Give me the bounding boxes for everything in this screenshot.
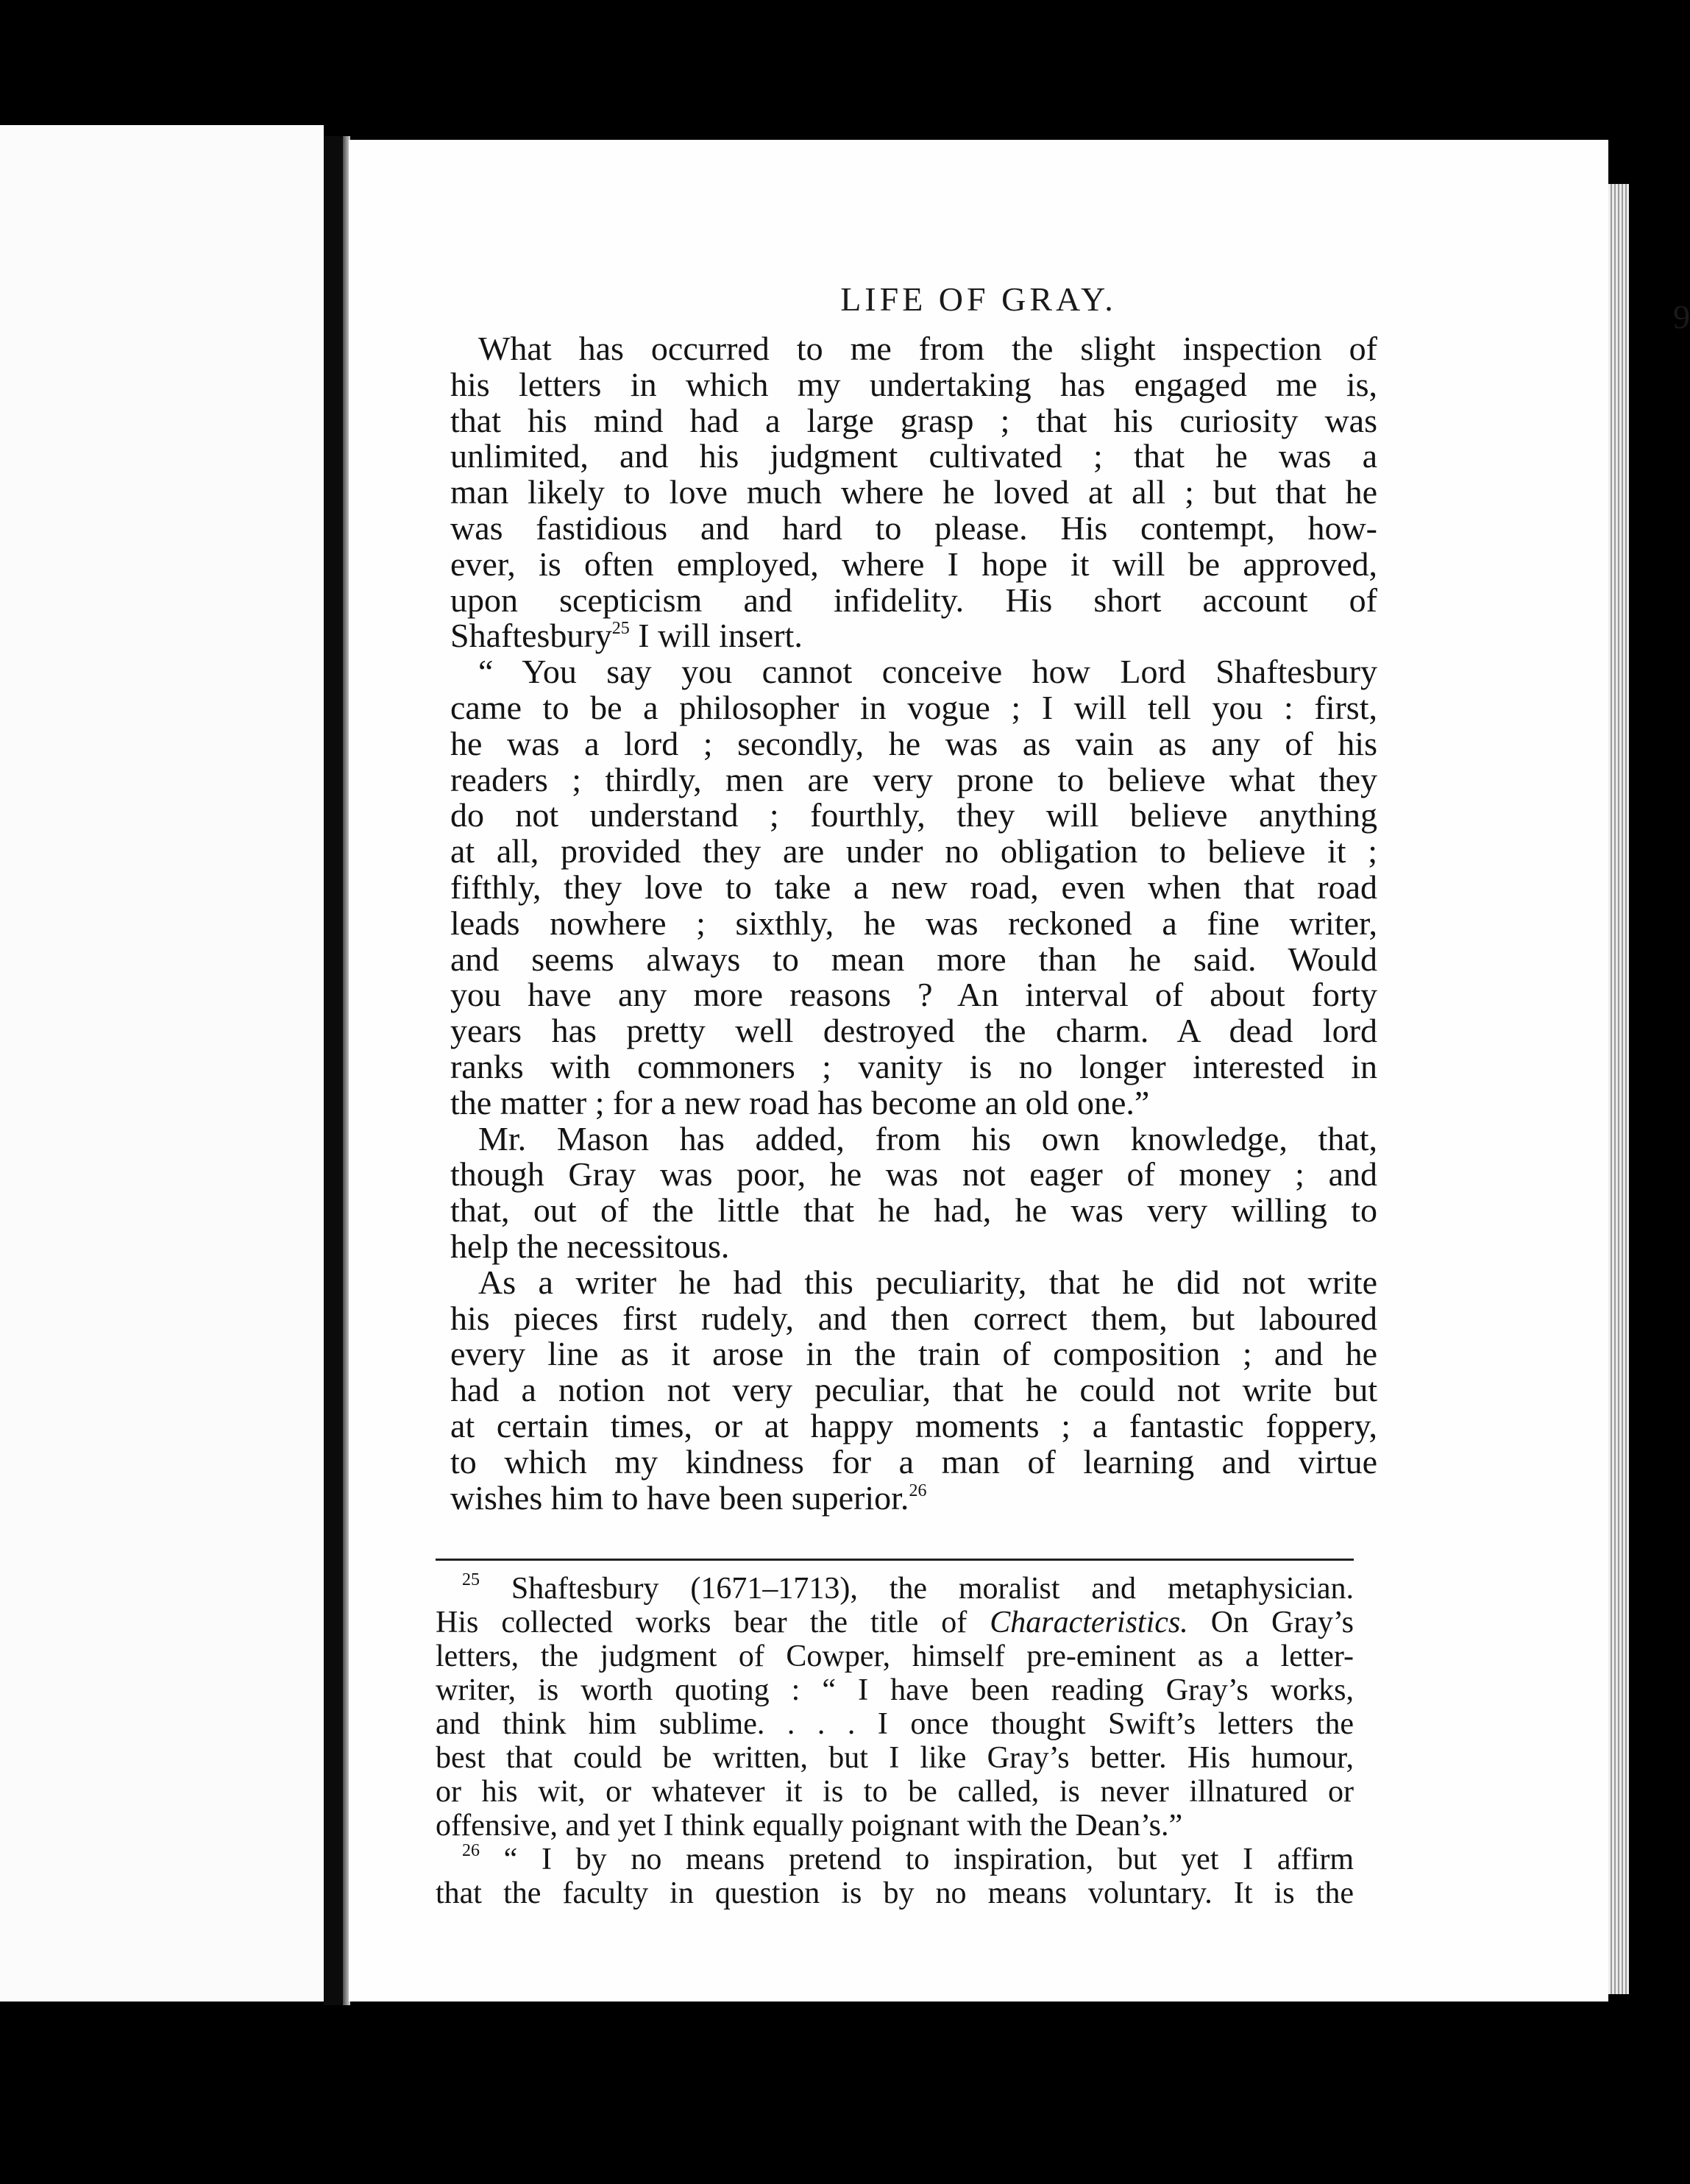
text-line: fifthly, they love to take a new road, even when that road — [450, 868, 1377, 906]
footnote-ref-25: 25 — [611, 619, 630, 639]
text-line: unlimited, and his judgment cultivated ; that he was a — [450, 437, 1377, 475]
text-line: Mr. Mason has added, from his own knowledge, that, — [478, 1119, 1377, 1157]
footnote-line — [436, 1843, 1354, 1876]
text-line: years has pretty well destroyed the charm. A dead lord — [450, 1012, 1377, 1050]
footnote-line: that the faculty in question is by no means voluntary. It is the — [436, 1876, 1354, 1910]
text-line: leads nowhere ; sixthly, he was reckoned a fine writer, — [450, 904, 1377, 942]
text-line: though Gray was poor, he was not eager of money ; and — [450, 1155, 1377, 1194]
text-fragment: wishes him to have been superior. — [450, 1478, 909, 1517]
footnote-line: best that could be written, but I like Gray’s better. His humour, — [436, 1741, 1354, 1775]
text-line: ever, is often employed, where I hope it will be approved, — [450, 545, 1377, 583]
footnote-marker: 25 — [462, 1570, 480, 1589]
page-number: 9 — [1673, 298, 1690, 336]
facing-page-left — [0, 125, 324, 2002]
text-fragment: Shaftesbury (1671–1713), the moralist and metaphysician. — [480, 1572, 1354, 1606]
text-line: What has occurred to me from the slight inspection of — [478, 330, 1377, 367]
footnote-26 — [436, 1843, 1354, 1910]
footnotes — [436, 1572, 1354, 1910]
footnote-line: writer, is worth quoting : “ I have been reading Gray’s works, — [436, 1673, 1354, 1707]
paragraph-2 — [450, 654, 1377, 1121]
footnote-line: and think him sublime. . . . I once thought Swift’s letters the — [436, 1707, 1354, 1741]
text-line: at certain times, or at happy moments ; a fantastic foppery, — [450, 1406, 1377, 1444]
footnote-line: letters, the judgment of Cowper, himself pre-eminent as a letter- — [436, 1639, 1354, 1673]
text-line: that his mind had a large grasp ; that his curiosity was — [450, 401, 1377, 439]
text-line: that, out of the little that he had, he was very willing to — [450, 1191, 1377, 1230]
text-line: to which my kindness for a man of learning and virtue — [450, 1442, 1377, 1481]
footnote-line: offensive, and yet I think equally poignant with the Dean’s.” — [436, 1809, 1183, 1843]
footnote-ref-26: 26 — [909, 1481, 927, 1500]
text-line: man likely to love much where he loved at all ; but that he — [450, 473, 1377, 511]
footnote-rule — [436, 1559, 1354, 1561]
page-edges — [1608, 184, 1629, 1994]
text-line: readers ; thirdly, men are very prone to believe what they — [450, 760, 1377, 798]
text-line — [450, 618, 1377, 654]
text-fragment: His collected works bear the title of — [436, 1606, 990, 1639]
paragraph-3 — [450, 1121, 1377, 1265]
text-line: “ You say you cannot conceive how Lord Shaftesbury — [478, 653, 1377, 691]
text-line: help the necessitous. — [450, 1227, 730, 1265]
text-line: upon scepticism and infidelity. His short account of — [450, 581, 1377, 619]
italic-title: Characteristics. — [990, 1606, 1188, 1639]
text-line: his letters in which my undertaking has engaged me is, — [450, 365, 1377, 403]
text-line: came to be a philosopher in vogue ; I will tell you : first, — [450, 688, 1377, 726]
footnote-line: or his wit, or whatever it is to be called, is never illnatured or — [436, 1775, 1354, 1809]
text-line — [450, 1478, 1377, 1517]
text-line: at all, provided they are under no obligation to believe it ; — [450, 832, 1377, 871]
footnote-line — [436, 1572, 1354, 1606]
footnote-line — [436, 1606, 1354, 1639]
book-gutter — [324, 136, 343, 2005]
text-fragment: “ I by no means pretend to inspiration, but yet I affirm — [480, 1843, 1354, 1876]
footnote-25 — [436, 1572, 1354, 1843]
text-line: you have any more reasons ? An interval of about forty — [450, 976, 1377, 1014]
body-text — [450, 331, 1377, 1516]
text-line: every line as it arose in the train of composition ; and he — [450, 1335, 1377, 1373]
text-line: the matter ; for a new road has become an old one.” — [450, 1083, 1150, 1121]
running-head: LIFE OF GRAY. — [840, 280, 1117, 318]
paragraph-1 — [450, 331, 1377, 654]
paragraph-4 — [450, 1265, 1377, 1517]
text-line: he was a lord ; secondly, he was as vain as any of his — [450, 724, 1377, 762]
text-line: had a notion not very peculiar, that he could not write but — [450, 1371, 1377, 1409]
text-fragment: Shaftesbury — [450, 617, 612, 655]
text-line: do not understand ; fourthly, they will believe anything — [450, 796, 1377, 834]
text-line: As a writer he had this peculiarity, that he did not write — [478, 1263, 1377, 1301]
text-line: his pieces first rudely, and then correct them, but laboured — [450, 1299, 1377, 1337]
text-line: ranks with commoners ; vanity is no longer interested in — [450, 1047, 1377, 1085]
text-line: was fastidious and hard to please. His contempt, how- — [450, 508, 1377, 547]
text-fragment: I will insert. — [629, 617, 803, 655]
footnote-marker: 26 — [462, 1841, 480, 1860]
text-line: and seems always to mean more than he said. Would — [450, 940, 1377, 978]
text-fragment: On Gray’s — [1187, 1606, 1354, 1639]
